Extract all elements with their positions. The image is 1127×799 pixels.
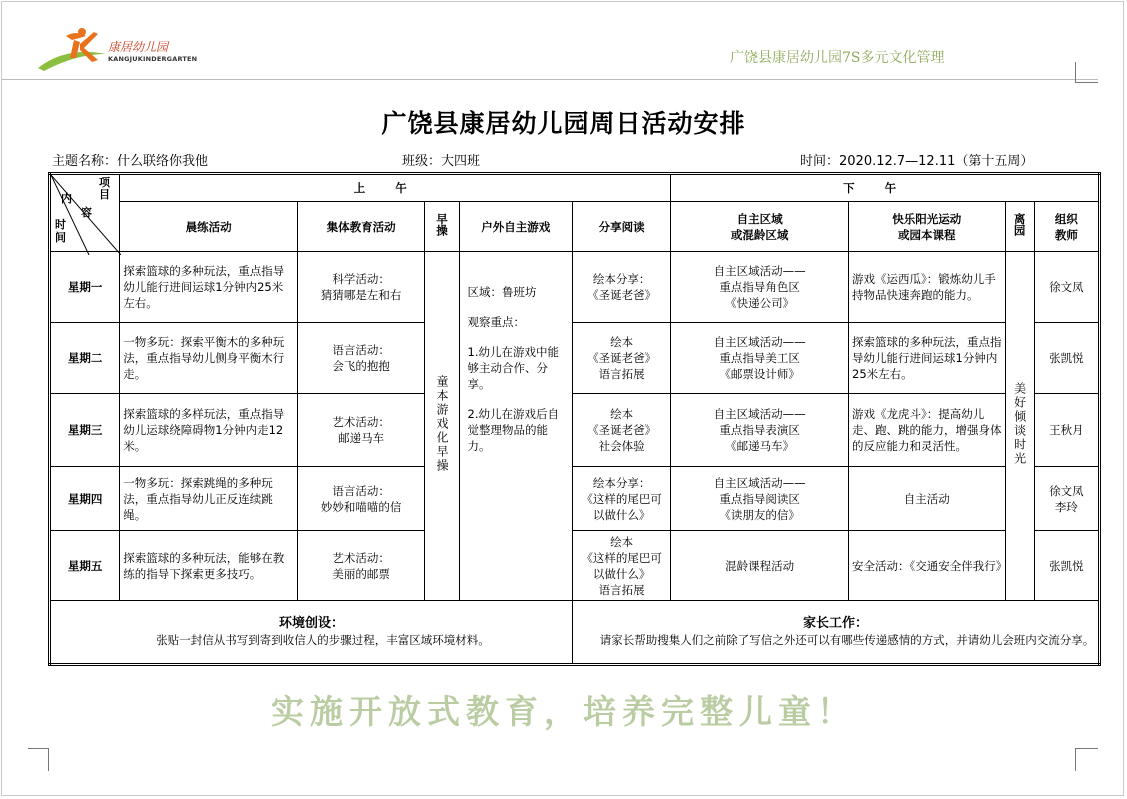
area-line: 重点指导角色区 <box>719 280 800 294</box>
area-line: 重点指导美工区 <box>719 351 800 365</box>
area-line: 《邮递马车》 <box>725 439 795 453</box>
sunshine-cell: 自主活动 <box>849 467 1006 531</box>
day-label: 星期四 <box>50 467 120 531</box>
section-afternoon: 下午 <box>671 174 1100 202</box>
group-line: 语言活动： <box>332 483 390 498</box>
table-row <box>50 252 1100 323</box>
teacher-cell <box>1034 394 1099 467</box>
area-line: 重点指导表演区 <box>719 423 800 437</box>
time-range: 时间：2020.12.7—12.11（第十五周） <box>800 154 1034 169</box>
teacher-name: 王秋月 <box>1049 423 1084 437</box>
early-exercise-cell <box>425 252 459 601</box>
corner-label-content-2: 容 <box>81 206 92 219</box>
page-title: 广饶县康居幼儿园周日活动安排 <box>381 109 746 138</box>
reading-line: 绘本分享： <box>592 475 651 490</box>
group-line: 艺术活动： <box>332 415 390 429</box>
reading-line: 《这样的尾巴可 <box>581 550 662 565</box>
reading-line: 《圣诞老爸》 <box>587 351 657 365</box>
morning-exercise-cell: 探索篮球的多种玩法，能够在教练的指导下探索更多技巧。 <box>120 531 298 601</box>
day-label: 星期三 <box>50 394 120 467</box>
area-line: 自主区域活动—— <box>713 407 806 421</box>
outdoor-point-2: 2.幼儿在游戏后自觉整理物品的能力。 <box>467 407 560 453</box>
class-name: 班级：大四班 <box>402 154 481 169</box>
col-morning-exercise: 晨练活动 <box>120 202 298 252</box>
teacher-name: 徐文凤 <box>1049 280 1084 294</box>
outdoor-game-cell <box>459 252 572 601</box>
environment-title: 环境创设： <box>278 616 344 631</box>
corner-label-project-2: 目 <box>99 188 110 201</box>
reading-line: 语言拓展 <box>598 367 645 381</box>
slogan: 实施开放式教育，培养完整儿童！ <box>271 692 856 731</box>
col-early-exercise-label: 早操 <box>434 213 449 236</box>
teacher-cell <box>1034 467 1099 531</box>
group-line: 艺术活动： <box>332 550 390 565</box>
group-line: 邮递马车 <box>338 431 385 445</box>
col-area-line1: 自主区域 <box>736 211 783 226</box>
logo-english-name: KANGJUKINDERGARTEN <box>108 55 198 63</box>
group-line: 科学活动： <box>332 272 390 286</box>
area-line: 重点指导阅读区 <box>719 491 800 506</box>
group-line: 妙妙和喵喵的信 <box>320 499 402 514</box>
col-outdoor-game: 户外自主游戏 <box>459 202 572 252</box>
corner-label-project-1: 项 <box>99 176 110 189</box>
teacher-cell <box>1034 323 1099 394</box>
section-morning: 上午 <box>120 174 671 202</box>
environment-text: 张贴一封信从书写到寄到收信人的步骤过程，丰富区域环境材料。 <box>156 633 490 647</box>
parent-work-title: 家长工作： <box>802 616 868 631</box>
schedule-table <box>48 172 1101 666</box>
group-education-cell <box>297 252 424 323</box>
group-education-cell <box>297 531 424 601</box>
day-label: 星期五 <box>50 531 120 601</box>
group-education-cell <box>297 394 424 467</box>
parent-work-cell <box>572 601 1099 665</box>
reading-line: 绘本 <box>610 534 634 549</box>
col-area-line2: 或混龄区域 <box>730 227 789 242</box>
early-exercise-text: 童本游戏化早操 <box>434 375 449 473</box>
header-right-text: 广饶县康居幼儿园7S多元文化管理 <box>730 50 945 66</box>
group-education-cell <box>297 467 424 531</box>
area-line: 自主区域活动—— <box>713 264 806 278</box>
leave-text: 美好倾谈时光 <box>1012 382 1027 466</box>
reading-line: 绘本 <box>610 335 634 349</box>
header-corner-cell <box>50 174 120 252</box>
outdoor-focus-title: 观察重点： <box>467 315 526 329</box>
reading-line: 绘本 <box>610 407 634 421</box>
morning-exercise-cell: 探索篮球的多种玩法，重点指导幼儿能行进间运球1分钟内25米左右。 <box>120 252 298 323</box>
notes-row <box>50 601 1100 665</box>
teacher-name: 李玲 <box>1054 499 1078 514</box>
logo-chinese-name: 康居幼儿园 <box>108 40 169 54</box>
group-education-cell <box>297 323 424 394</box>
corner-label-time-1: 时 <box>55 218 66 231</box>
area-line: 自主区域活动—— <box>713 475 806 490</box>
morning-exercise-cell: 一物多玩：探索平衡木的多种玩法，重点指导幼儿侧身平衡木行走。 <box>120 323 298 394</box>
area-cell <box>671 394 849 467</box>
day-label: 星期一 <box>50 252 120 323</box>
area-line: 自主区域活动—— <box>713 335 806 349</box>
col-early-exercise <box>425 202 459 252</box>
reading-cell <box>572 394 670 467</box>
crop-mark-top-right <box>1075 62 1098 83</box>
theme-name: 主题名称：什么联络你我他 <box>52 154 209 169</box>
morning-exercise-cell: 探索篮球的多样玩法，重点指导幼儿运球绕障碍物1分钟内走12米。 <box>120 394 298 467</box>
table-row <box>50 531 1100 601</box>
reading-line: 《这样的尾巴可 <box>581 491 662 506</box>
area-cell <box>671 252 849 323</box>
teacher-name: 张凯悦 <box>1049 351 1084 365</box>
col-leave <box>1005 202 1034 252</box>
reading-cell <box>572 323 670 394</box>
area-line: 《快递公司》 <box>725 296 795 310</box>
day-label: 星期二 <box>50 323 120 394</box>
outdoor-area: 区域：鲁班坊 <box>467 285 537 299</box>
reading-line: 《圣诞老爸》 <box>587 423 657 437</box>
crop-mark-bottom-left <box>28 748 49 771</box>
col-leave-label: 离园 <box>1012 213 1027 236</box>
group-line: 会飞的抱抱 <box>332 359 390 373</box>
parent-work-text: 请家长帮助搜集人们之前除了写信之外还可以有哪些传递感情的方式，并请幼儿会班内交流分享。 <box>599 633 1095 647</box>
outdoor-point-1: 1.幼儿在游戏中能够主动合作、分享。 <box>467 345 560 391</box>
teacher-cell <box>1034 531 1099 601</box>
reading-cell <box>572 467 670 531</box>
corner-label-time-2: 间 <box>55 231 66 244</box>
area-cell <box>671 531 849 601</box>
morning-exercise-cell: 一物多玩：探索跳绳的多种玩法，重点指导幼儿正反连续跳绳。 <box>120 467 298 531</box>
leave-cell <box>1005 252 1034 601</box>
reading-cell <box>572 531 670 601</box>
reading-line: 以做什么》 <box>592 507 651 522</box>
sunshine-cell: 探索篮球的多种玩法，重点指导幼儿能行进间运球1分钟内25米左右。 <box>849 323 1006 394</box>
teacher-name: 张凯悦 <box>1049 558 1084 573</box>
col-teacher <box>1034 202 1099 252</box>
sunshine-cell: 游戏《运西瓜》：锻炼幼儿手持物品快速奔跑的能力。 <box>849 252 1006 323</box>
corner-label-content-1: 内 <box>61 192 72 205</box>
col-group-education: 集体教育活动 <box>297 202 424 252</box>
reading-line: 绘本分享： <box>592 272 651 286</box>
area-cell <box>671 467 849 531</box>
area-line: 《读朋友的信》 <box>719 507 800 522</box>
environment-cell <box>50 601 573 665</box>
col-sunshine-sports <box>849 202 1006 252</box>
sunshine-cell: 游戏《龙虎斗》：提高幼儿走、跑、跳的能力，增强身体的反应能力和灵活性。 <box>849 394 1006 467</box>
teacher-cell <box>1034 252 1099 323</box>
crop-mark-bottom-right <box>1075 748 1098 771</box>
table-row <box>50 323 1100 394</box>
sunshine-cell <box>849 531 1006 601</box>
reading-line: 社会体验 <box>598 439 645 453</box>
area-cell <box>671 323 849 394</box>
reading-line: 以做什么》 <box>592 566 651 581</box>
col-teacher-line1: 组织 <box>1054 211 1078 226</box>
header-divider <box>2 79 1098 80</box>
area-line: 混龄课程活动 <box>725 558 795 573</box>
reading-cell <box>572 252 670 323</box>
table-row <box>50 467 1100 531</box>
col-shared-reading: 分享阅读 <box>572 202 670 252</box>
col-sunshine-line1: 快乐阳光运动 <box>892 211 962 226</box>
reading-line: 《圣诞老爸》 <box>587 288 657 302</box>
teacher-name: 徐文凤 <box>1049 483 1084 498</box>
reading-line: 语言拓展 <box>598 582 645 597</box>
group-line: 猜猜哪是左和右 <box>320 288 402 302</box>
area-line: 《邮票设计师》 <box>719 367 800 381</box>
group-line: 语言活动： <box>332 343 390 357</box>
col-teacher-line2: 教师 <box>1054 227 1078 242</box>
group-line: 美丽的邮票 <box>332 566 390 581</box>
col-sunshine-line2: 或园本课程 <box>898 227 956 242</box>
sunshine-text: 安全活动：《交通安全伴我行》 <box>852 558 1008 573</box>
col-area-activity <box>671 202 849 252</box>
table-row <box>50 394 1100 467</box>
